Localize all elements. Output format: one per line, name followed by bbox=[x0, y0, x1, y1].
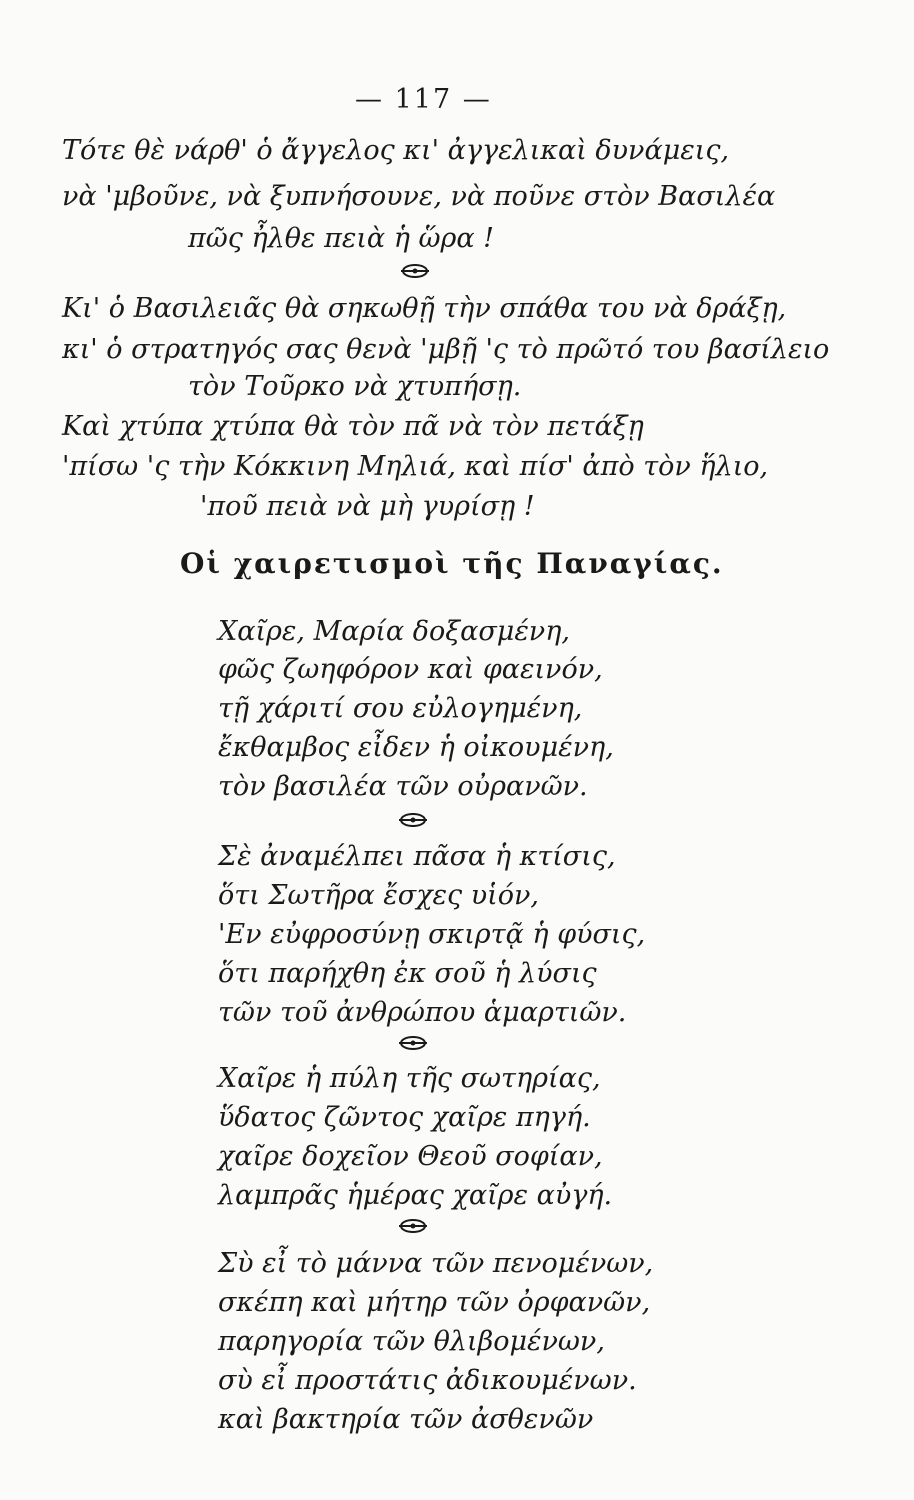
stanza-line: ἔκθαμβος εἶδεν ἡ οἰκουμένη, bbox=[218, 732, 614, 763]
stanza-line: σὺ εἶ προστάτις ἀδικουμένων. bbox=[218, 1365, 637, 1396]
stanza-line: σκέπη καὶ μήτηρ τῶν ὀρφανῶν, bbox=[218, 1287, 651, 1318]
poem-line: νὰ 'μβοῦνε, νὰ ξυπνήσουνε, νὰ ποῦνε στὸν Βασιλέα bbox=[62, 181, 776, 212]
stanza-line: ὅτι Σωτῆρα ἔσχες υἱόν, bbox=[218, 880, 539, 911]
stanza-line: Χαῖρε ἡ πύλη τῆς σωτηρίας, bbox=[218, 1063, 601, 1094]
fleuron-ornament-icon bbox=[400, 263, 430, 279]
poem-line: Καὶ χτύπα χτύπα θὰ τὸν πᾶ νὰ τὸν πετάξῃ bbox=[62, 411, 644, 442]
stanza-line: ὕδατος ζῶντος χαῖρε πηγή. bbox=[218, 1102, 591, 1133]
stanza-line: Σὲ ἀναμέλπει πᾶσα ἡ κτίσις, bbox=[218, 841, 616, 872]
poem-line: Κι' ὁ Βασιλειᾶς θὰ σηκωθῇ τὴν σπάθα του νὰ δράξῃ, bbox=[62, 293, 787, 324]
stanza-line: καὶ βακτηρία τῶν ἀσθενῶν bbox=[218, 1404, 594, 1435]
stanza-line: λαμπρᾶς ἡμέρας χαῖρε αὐγή. bbox=[218, 1180, 613, 1211]
poem-line: 'ποῦ πειὰ νὰ μὴ γυρίσῃ ! bbox=[200, 491, 535, 522]
stanza-line: τὸν βασιλέα τῶν οὐρανῶν. bbox=[218, 771, 588, 802]
stanza-line: φῶς ζωηφόρον καὶ φαεινόν, bbox=[218, 654, 603, 685]
fleuron-ornament-icon bbox=[398, 812, 428, 828]
stanza-line: Σὺ εἶ τὸ μάννα τῶν πενομένων, bbox=[218, 1248, 654, 1279]
stanza-line: 'Εν εὐφροσύνῃ σκιρτᾷ ἡ φύσις, bbox=[218, 919, 646, 950]
section-heading: Οἱ χαιρετισμοὶ τῆς Παναγίας. bbox=[180, 547, 724, 580]
stanza-line: Χαῖρε, Μαρία δοξασμένη, bbox=[218, 616, 570, 647]
poem-line: κι' ὁ στρατηγός σας θενὰ 'μβῇ 'ς τὸ πρῶτό του βασίλειο bbox=[62, 334, 830, 365]
stanza-line: χαῖρε δοχεῖον Θεοῦ σοφίαν, bbox=[218, 1141, 603, 1172]
fleuron-ornament-icon bbox=[398, 1035, 428, 1051]
poem-line: πῶς ἦλθε πειὰ ἡ ὥρα ! bbox=[188, 223, 495, 254]
poem-line: 'πίσω 'ς τὴν Κόκκινη Μηλιά, καὶ πίσ' ἀπὸ τὸν ἥλιο, bbox=[62, 451, 769, 482]
stanza-line: τῶν τοῦ ἀνθρώπου ἁμαρτιῶν. bbox=[218, 997, 627, 1028]
poem-line: τὸν Τοῦρκο νὰ χτυπήσῃ. bbox=[188, 371, 522, 402]
stanza-line: παρηγορία τῶν θλιβομένων, bbox=[218, 1326, 605, 1357]
fleuron-ornament-icon bbox=[398, 1218, 428, 1234]
stanza-line: τῇ χάριτί σου εὐλογημένη, bbox=[218, 693, 583, 724]
stanza-line: ὅτι παρήχθη ἐκ σοῦ ἡ λύσις bbox=[218, 958, 597, 989]
poem-line: Τότε θὲ νάρθ' ὁ ἄγγελος κι' ἀγγελικαὶ δυνάμεις, bbox=[62, 135, 730, 166]
page-number: — 117 — bbox=[355, 84, 492, 115]
